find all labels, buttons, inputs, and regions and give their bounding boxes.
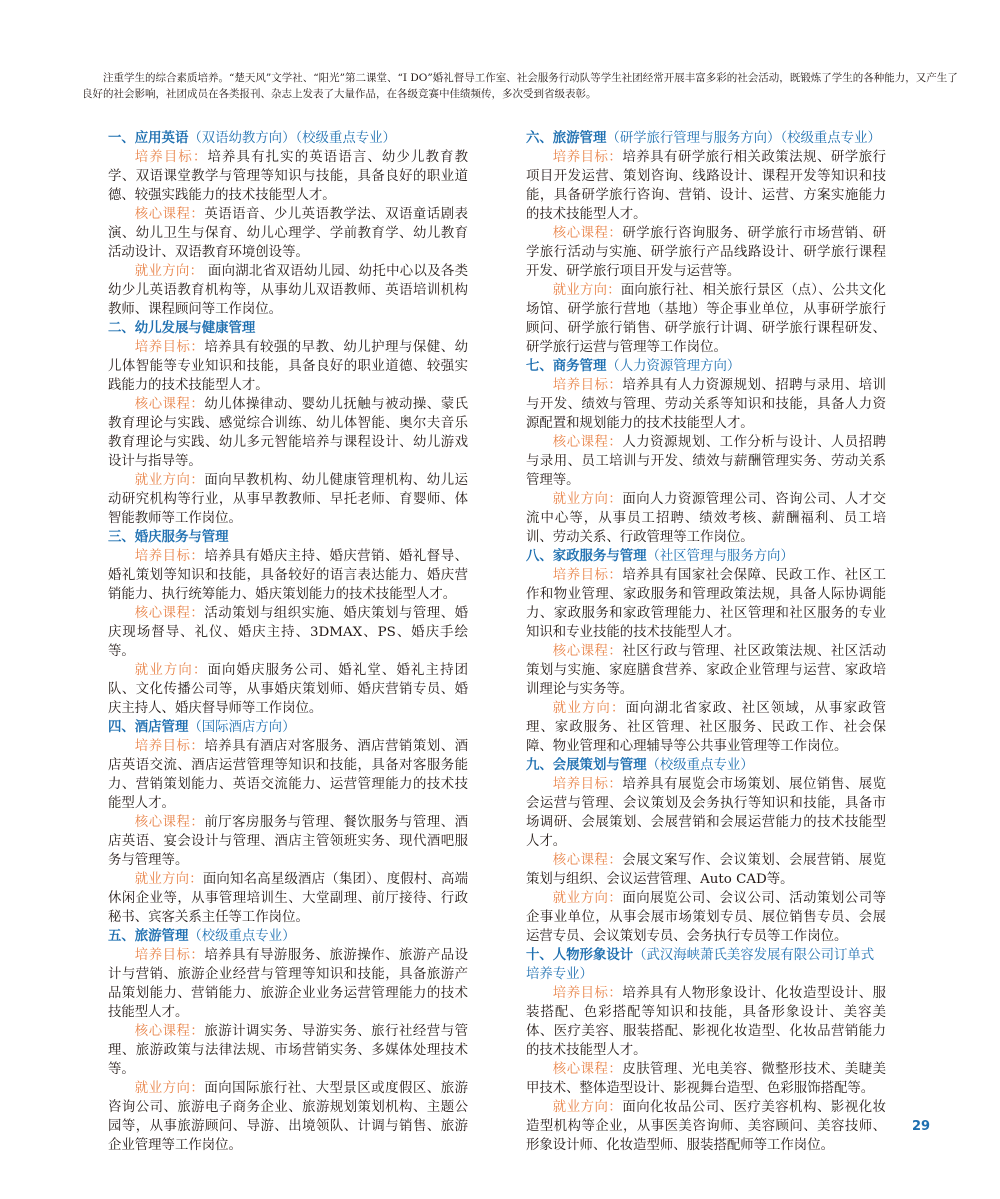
major-title: 八、家政服务与管理（社区管理与服务方向） [526,549,794,564]
major-goal: 培养目标：培养具有导游服务、旅游操作、旅游产品设计与营销、旅游企业经营与管理等知识和技能，具备旅游产品策划能力、营销能力、旅游企业业务运营管理能力的技术技能型人才。 [108,948,469,1020]
major-goal: 培养目标：培养具有婚庆主持、婚庆营销、婚礼督导、婚礼策划等知识和技能，具备较好的语言表达能力、婚庆营销能力、执行统筹能力、婚庆策划能力的技术技能型人才。 [108,549,469,602]
major-employment: 就业方向：面向婚庆服务公司、婚礼堂、婚礼主持团队、文化传播公司等，从事婚庆策划师、婚庆营销专员、婚庆主持人、婚庆督导师等工作岗位。 [108,663,469,716]
major-employment: 就业方向： 面向湖北省双语幼儿园、幼托中心以及各类幼少儿英语教育机构等，从事幼儿双语教师、英语培训机构教师、课程顾问等工作岗位。 [108,264,468,317]
major-goal: 培养目标：培养具有展览会市场策划、展位销售、展览会运营与管理、会议策划及会务执行等知识和技能，具备市场调研、会展策划、会展营销和会展运营能力的技术技能型人才。 [526,777,887,849]
major-title: 六、旅游管理（研学旅行管理与服务方向）（校级重点专业） [526,131,881,146]
major-goal: 培养目标：培养具有酒店对客服务、酒店营销策划、酒店英语交流、酒店运营管理等知识和技能，具备对客服务能力、营销策划能力、英语交流能力、运营管理能力的技术技能型人才。 [108,739,469,811]
major-title: 十、人物形象设计（武汉海峡萧氏美容发展有限公司订单式培养专业） [526,948,875,982]
major-title: 二、幼儿发展与健康管理 [108,321,256,336]
major-employment: 就业方向：面向国际旅行社、大型景区或度假区、旅游咨询公司、旅游电子商务企业、旅游规划策划机构、主题公园等，从事旅游顾问、导游、出境领队、计调与销售、旅游企业管理等工作岗位。 [108,1081,469,1153]
major-employment: 就业方向：面向知名高星级酒店（集团）、度假村、高端休闲企业等，从事管理培训生、大堂副理、前厅接待、行政秘书、宾客关系主任等工作岗位。 [108,872,468,925]
major-employment: 就业方向：面向旅行社、相关旅行景区（点）、公共文化场馆、研学旅行营地（基地）等企事业单位，从事研学旅行顾问、研学旅行销售、研学旅行计调、研学旅行课程研发、研学旅行运营与管理等工作岗位。 [526,283,886,355]
major-10 [526,946,886,1155]
page-number: 29 [912,1119,931,1134]
major-title: 五、旅游管理（校级重点专业） [108,929,296,944]
major-2 [108,319,468,528]
major-6 [526,129,886,357]
major-core-courses: 核心课程：人力资源规划、工作分析与设计、人员招聘与录用、员工培训与开发、绩效与薪酬管理实务、劳动关系管理等。 [526,435,887,488]
major-3 [108,528,468,718]
major-core-courses: 核心课程：旅游计调实务、导游实务、旅行社经营与管理、旅游政策与法律法规、市场营销实务、多媒体处理技术等。 [108,1024,469,1077]
major-employment: 就业方向：面向湖北省家政、社区领域，从事家政管理、家政服务、社区管理、社区服务、民政工作、社会保障、物业管理和心理辅导等公共事业管理等工作岗位。 [526,701,887,754]
major-9 [526,756,886,946]
major-employment: 就业方向：面向展览公司、会议公司、活动策划公司等企事业单位，从事会展市场策划专员、展位销售专员、会展运营专员、会议策划专员、会务执行专员等工作岗位。 [526,891,887,944]
major-title: 七、商务管理（人力资源管理方向） [526,359,741,374]
major-1 [108,129,468,319]
major-core-courses: 核心课程：幼儿体操律动、婴幼儿抚触与被动操、蒙氏教育理论与实践、感觉综合训练、幼儿体智能、奥尔夫音乐教育理论与实践、幼儿多元智能培养与课程设计、幼儿游戏设计与指导等。 [108,397,469,469]
major-title: 四、酒店管理（国际酒店方向） [108,720,296,735]
major-employment: 就业方向：面向早教机构、幼儿健康管理机构、幼儿运动研究机构等行业，从事早教教师、早托老师、育婴师、体智能教师等工作岗位。 [108,473,469,526]
major-core-courses: 核心课程：社区行政与管理、社区政策法规、社区活动策划与实施、家庭膳食营养、家政企业管理与运营、家政培训理论与实务等。 [526,644,887,697]
major-4 [108,718,468,927]
major-title: 九、会展策划与管理（校级重点专业） [526,758,754,773]
major-core-courses: 核心课程：活动策划与组织实施、婚庆策划与管理、婚庆现场督导、礼仪、婚庆主持、3DMAX、PS、婚庆手绘等。 [108,606,469,659]
major-employment: 就业方向：面向化妆品公司、医疗美容机构、影视化妆造型机构等企业，从事医美咨询师、美容顾问、美容技师、形象设计师、化妆造型师、服装搭配师等工作岗位。 [526,1100,887,1153]
right-column [526,129,886,1155]
left-column [108,129,468,1155]
major-core-courses: 核心课程：皮肤管理、光电美容、微整形技术、美睫美甲技术、整体造型设计、影视舞台造型、色彩服饰搭配等。 [526,1062,887,1096]
major-goal: 培养目标：培养具有人力资源规划、招聘与录用、培训与开发、绩效与管理、劳动关系等知识和技能，具备人力资源配置和规划能力的技术技能型人才。 [526,378,887,431]
major-goal: 培养目标：培养具有较强的早教、幼儿护理与保健、幼儿体智能等专业知识和技能，具备良好的职业道德、较强实践能力的技术技能型人才。 [108,340,469,393]
major-7 [526,357,886,547]
major-title: 三、婚庆服务与管理 [108,530,229,545]
major-title: 一、应用英语（双语幼教方向）（校级重点专业） [108,131,396,146]
major-core-courses: 核心课程：研学旅行咨询服务、研学旅行市场营销、研学旅行活动与实施、研学旅行产品线路设计、研学旅行课程开发、研学旅行项目开发与运营等。 [526,226,887,279]
major-core-courses: 核心课程：英语语音、少儿英语教学法、双语童话剧表演、幼儿卫生与保育、幼儿心理学、学前教育学、幼儿教育活动设计、双语教育环境创设等。 [108,207,469,260]
intro-paragraph [82,70,962,102]
major-8 [526,547,886,756]
major-goal: 培养目标：培养具有研学旅行相关政策法规、研学旅行项目开发运营、策划咨询、线路设计、课程开发等知识和技能，具备研学旅行咨询、营销、设计、运营、方案实施能力的技术技能型人才。 [526,150,887,222]
major-goal: 培养目标：培养具有扎实的英语语言、幼少儿教育教学、双语课堂教学与管理等知识与技能，具备良好的职业道德、较强实践能力的技术技能型人才。 [108,150,469,203]
major-core-courses: 核心课程：会展文案写作、会议策划、会展营销、展览策划与组织、会议运营管理、Auto CAD等。 [526,853,887,887]
major-goal: 培养目标：培养具有国家社会保障、民政工作、社区工作和物业管理、家政服务和管理政策法规，具备人际协调能力、家政服务和家政管理能力、社区管理和社区服务的专业知识和专业技能的技术技能型人才。 [526,568,887,640]
major-goal: 培养目标：培养具有人物形象设计、化妆造型设计、服装搭配、色彩搭配等知识和技能，具备形象设计、美容美体、医疗美容、服装搭配、影视化妆造型、化妆品营销能力的技术技能型人才。 [526,986,887,1058]
major-core-courses: 核心课程：前厅客房服务与管理、餐饮服务与管理、酒店英语、宴会设计与管理、酒店主管领班实务、现代酒吧服务与管理等。 [108,815,469,868]
major-5 [108,927,468,1155]
major-employment: 就业方向：面向人力资源管理公司、咨询公司、人才交流中心等，从事员工招聘、绩效考核、薪酬福利、员工培训、劳动关系、行政管理等工作岗位。 [526,492,887,545]
intro-text: 注重学生的综合素质培养。“楚天风”文学社、“阳光”第二课堂、“I DO”婚礼督导工作室、社会服务行动队等学生社团经常开展丰富多彩的社会活动，既锻炼了学生的各种能力，又产生了良好的社会影响，社团成员在各类报刊、杂志上发表了大量作品，在各级竞赛中佳绩频传，多次受到省级表彰。 [82,72,958,100]
